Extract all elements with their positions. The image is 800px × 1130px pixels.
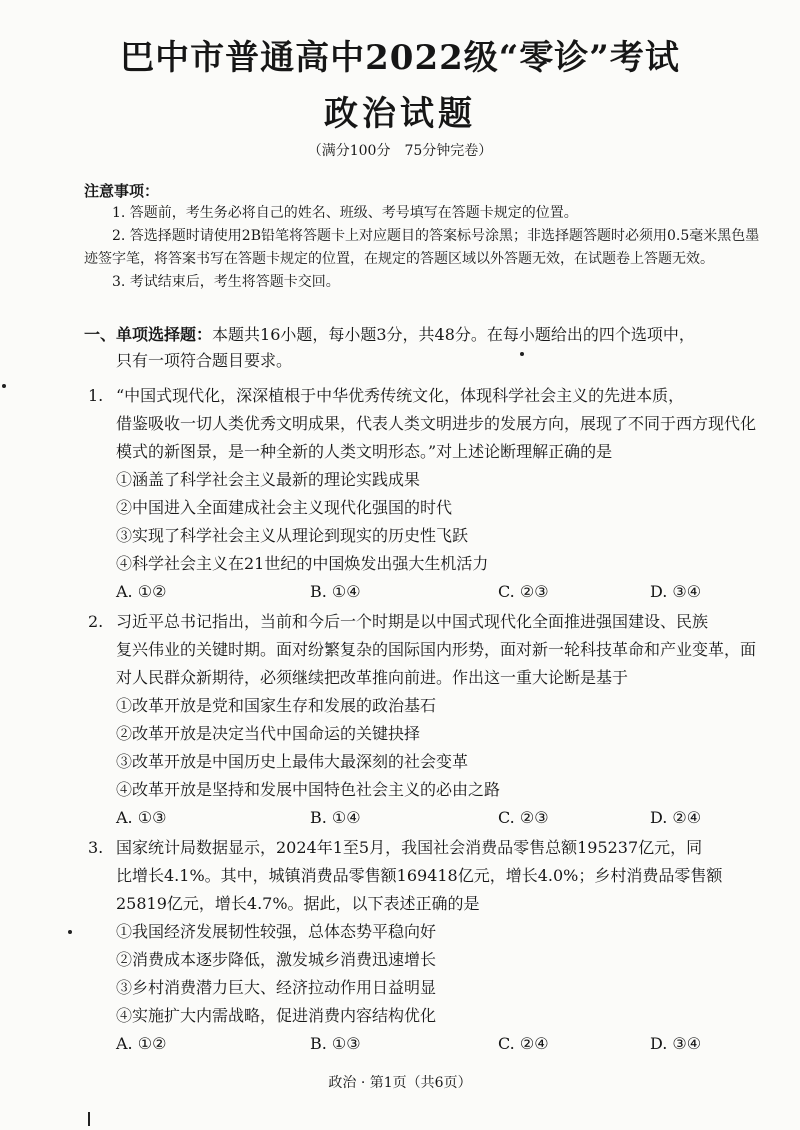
scan-speck xyxy=(520,352,524,356)
scan-speck xyxy=(68,930,72,934)
scan-speck xyxy=(2,384,6,388)
statement-option: ①改革开放是党和国家生存和发展的政治基石 xyxy=(116,696,437,715)
answer-choices xyxy=(88,804,758,832)
notice-item: 3. 考试结束后，考生将答题卡交回。 xyxy=(112,274,340,290)
question-1 xyxy=(88,382,758,606)
choice-c: C. ②③ xyxy=(498,808,549,827)
choice-b: B. ①③ xyxy=(310,1034,361,1053)
stem-continued: 复兴伟业的关键时期。面对纷繁复杂的国际国内形势，面对新一轮科技革命和产业变革，面对人民群众新期待，必须继续把改革推向前进。作出这一重大论断是基于 xyxy=(116,640,757,687)
answer-choices xyxy=(88,1030,758,1058)
page-footer: 政治 · 第1页（共6页） xyxy=(328,1075,472,1091)
choice-c: C. ②④ xyxy=(498,1034,549,1053)
question-3 xyxy=(88,834,758,1058)
exam-title: 巴中市普通高中2022级“零诊”考试 xyxy=(120,38,680,78)
question-stem xyxy=(88,834,758,918)
notice-list xyxy=(84,202,760,294)
statement-option: ①涵盖了科学社会主义最新的理论实践成果 xyxy=(116,470,421,489)
choice-d: D. ③④ xyxy=(650,1034,702,1053)
stem-first-line: 国家统计局数据显示，2024年1至5月，我国社会消费品零售总额195237亿元，同 xyxy=(116,838,703,857)
statement-option: ②消费成本逐步降低，激发城乡消费迅速增长 xyxy=(116,950,437,969)
question-stem xyxy=(88,608,758,692)
statement-option: ③实现了科学社会主义从理论到现实的历史性飞跃 xyxy=(116,526,469,545)
choice-a: A. ①② xyxy=(116,582,167,601)
statement-option: ②中国进入全面建成社会主义现代化强国的时代 xyxy=(116,498,453,517)
choice-a: A. ①② xyxy=(116,1034,167,1053)
choice-d: D. ②④ xyxy=(650,808,702,827)
question-stem xyxy=(88,382,758,466)
statement-option: ④科学社会主义在21世纪的中国焕发出强大生机活力 xyxy=(116,554,489,573)
section-label: 一、单项选择题： xyxy=(84,325,213,344)
notice-item: 2. 答选择题时请使用2B铅笔将答题卡上对应题目的答案标号涂黑；非选择题答题时必须用0.5毫米黑色墨迹签字笔，将答案书写在答题卡规定的位置，在规定的答题区域以外答题无效，在试题卷上答题无效。 xyxy=(84,228,760,267)
scan-mark xyxy=(88,1112,90,1126)
question-number: 3. xyxy=(88,838,104,857)
section-text: 本题共16小题，每小题3分，共48分。在每小题给出的四个选项中， xyxy=(212,325,695,344)
choice-b: B. ①④ xyxy=(310,582,361,601)
question-number: 2. xyxy=(88,612,104,631)
notice-item: 1. 答题前，考生务必将自己的姓名、班级、考号填写在答题卡规定的位置。 xyxy=(112,205,578,221)
statement-option: ①我国经济发展韧性较强，总体态势平稳向好 xyxy=(116,922,437,941)
stem-continued: 借鉴吸收一切人类优秀文明成果，代表人类文明进步的发展方向，展现了不同于西方现代化模式的新图景，是一种全新的人类文明形态。”对上述论断理解正确的是 xyxy=(116,414,757,461)
exam-subtitle: （满分100分 75分钟完卷） xyxy=(307,143,493,159)
section-text-2: 只有一项符合题目要求。 xyxy=(116,351,293,370)
statement-option: ④实施扩大内需战略，促进消费内容结构优化 xyxy=(116,1006,437,1025)
question-2 xyxy=(88,608,758,832)
statement-option: ③乡村消费潜力巨大、经济拉动作用日益明显 xyxy=(116,978,437,997)
choice-d: D. ③④ xyxy=(650,582,702,601)
question-number: 1. xyxy=(88,386,104,405)
choice-a: A. ①③ xyxy=(116,808,167,827)
section-heading xyxy=(84,322,764,374)
statement-option: ②改革开放是决定当代中国命运的关键抉择 xyxy=(116,724,421,743)
statement-option: ③改革开放是中国历史上最伟大最深刻的社会变革 xyxy=(116,752,469,771)
answer-choices xyxy=(88,578,758,606)
stem-first-line: “中国式现代化，深深植根于中华优秀传统文化，体现科学社会主义的先进本质， xyxy=(116,386,685,405)
choice-b: B. ①④ xyxy=(310,808,361,827)
choice-c: C. ②③ xyxy=(498,582,549,601)
statement-option: ④改革开放是坚持和发展中国特色社会主义的必由之路 xyxy=(116,780,501,799)
stem-continued: 比增长4.1%。其中，城镇消费品零售额169418亿元，增长4.0%；乡村消费品零售额25819亿元，增长4.7%。据此，以下表述正确的是 xyxy=(116,866,723,913)
subject-title: 政治试题 xyxy=(324,94,476,134)
notice-title: 注意事项： xyxy=(84,182,160,200)
stem-first-line: 习近平总书记指出，当前和今后一个时期是以中国式现代化全面推进强国建设、民族 xyxy=(116,612,709,631)
